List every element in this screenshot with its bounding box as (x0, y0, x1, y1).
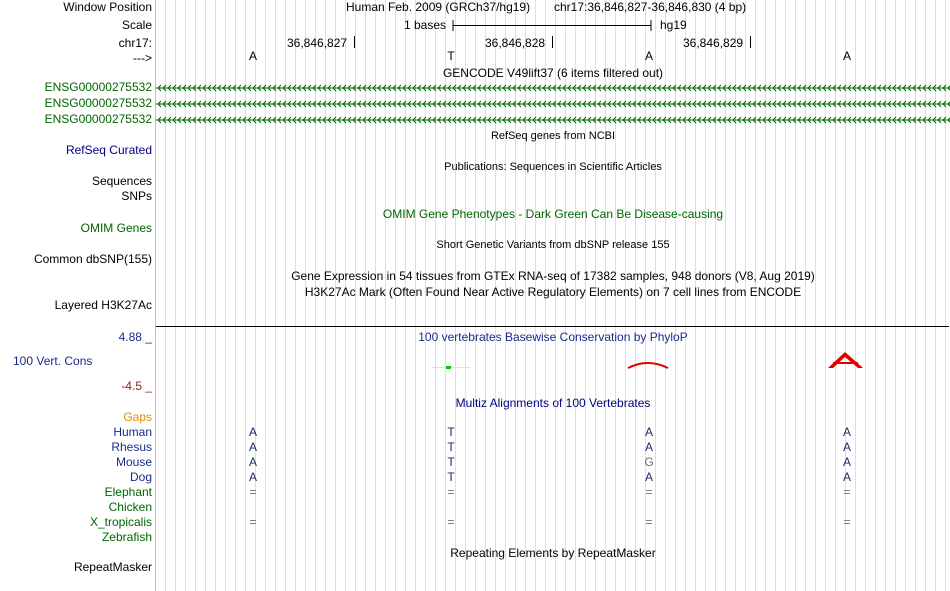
species-label: Elephant (104, 485, 152, 499)
aligned-base: = (249, 485, 257, 499)
aligned-base: T (447, 425, 455, 439)
gencode-item-label[interactable]: ENSG00000275532 (44, 80, 152, 94)
chrom-label: chr17: (118, 36, 152, 50)
aligned-base: T (447, 455, 455, 469)
aligned-base: A (842, 440, 851, 454)
aligned-base: A (842, 455, 851, 469)
tick-mark (354, 36, 355, 48)
omim-track-label[interactable]: OMIM Genes (80, 221, 152, 235)
refseq-track-label[interactable]: RefSeq Curated (65, 143, 152, 157)
gencode-item-label[interactable]: ENSG00000275532 (44, 112, 152, 126)
aligned-base: = (843, 485, 851, 499)
refseq-track-title[interactable]: RefSeq genes from NCBI (490, 130, 616, 142)
species-label: X_tropicalis (89, 515, 152, 529)
conservation-wiggle[interactable] (156, 345, 950, 375)
aligned-base: A (644, 470, 653, 484)
aligned-base: A (248, 455, 257, 469)
tick-label: 36,846,828 (485, 36, 546, 50)
conservation-track-title[interactable]: 100 vertebrates Basewise Conservation by PhyloP (418, 330, 688, 344)
species-label: Chicken (108, 500, 152, 514)
species-label: Rhesus (111, 440, 152, 454)
dbsnp-track-label[interactable]: Common dbSNP(155) (33, 252, 152, 266)
h3k27ac-signal-line (156, 326, 949, 327)
gencode-track-title[interactable]: GENCODE V49lift37 (6 items filtered out) (442, 66, 664, 80)
aligned-base: G (644, 455, 654, 469)
publications-track-title[interactable]: Publications: Sequences in Scientific Articles (444, 161, 662, 173)
scale-label: Scale (121, 18, 152, 32)
conservation-min-label: -4.5 _ (121, 379, 152, 393)
aligned-base: = (447, 485, 455, 499)
ref-base: A (248, 49, 257, 63)
species-label: Zebrafish (101, 530, 152, 544)
conservation-max-label: 4.88 _ (118, 330, 152, 344)
h3k27ac-track-title[interactable]: H3K27Ac Mark (Often Found Near Active Regulatory Elements) on 7 cell lines from ENCODE (304, 285, 802, 299)
strand-label: ---> (133, 51, 152, 65)
ref-base: A (842, 49, 851, 63)
conservation-track-label[interactable]: 100 Vert. Cons (13, 354, 93, 368)
h3k27ac-track-label[interactable]: Layered H3K27Ac (54, 298, 152, 312)
window-position-label: Window Position (63, 0, 152, 14)
repeatmasker-track-label[interactable]: RepeatMasker (73, 560, 152, 574)
aligned-base: = (843, 515, 851, 529)
aligned-base: = (645, 485, 653, 499)
repeatmasker-track-title[interactable]: Repeating Elements by RepeatMasker (450, 546, 656, 560)
tick-label: 36,846,829 (683, 36, 744, 50)
multiz-track-title[interactable]: Multiz Alignments of 100 Vertebrates (455, 396, 651, 410)
assembly-title: Human Feb. 2009 (GRCh37/hg19) (346, 0, 531, 14)
aligned-base: A (644, 440, 653, 454)
aligned-base: = (249, 515, 257, 529)
aligned-base: A (644, 425, 653, 439)
aligned-base: A (248, 470, 257, 484)
aligned-base: A (248, 425, 257, 439)
scale-bar (452, 18, 654, 33)
aligned-base: A (842, 470, 851, 484)
dbsnp-track-title[interactable]: Short Genetic Variants from dbSNP release 155 (436, 239, 670, 251)
snps-track-label[interactable]: SNPs (121, 189, 152, 203)
tick-label: 36,846,827 (287, 36, 348, 50)
omim-track-title[interactable]: OMIM Gene Phenotypes - Dark Green Can Be Disease-causing (382, 207, 724, 221)
gaps-track-label[interactable]: Gaps (123, 410, 152, 424)
aligned-base: = (645, 515, 653, 529)
gtex-track-title[interactable]: Gene Expression in 54 tissues from GTEx RNA-seq of 17382 samples, 948 donors (V8, Aug 2019) (291, 269, 815, 283)
tick-mark (552, 36, 553, 48)
species-label: Mouse (115, 455, 152, 469)
ref-base: T (447, 49, 455, 63)
aligned-base: A (842, 425, 851, 439)
db-label: hg19 (660, 18, 687, 32)
gencode-gene-feature[interactable] (156, 82, 950, 94)
scale-text: 1 bases (404, 18, 447, 32)
species-label: Human (113, 425, 152, 439)
position-readout: chr17:36,846,827-36,846,830 (4 bp) (554, 0, 747, 14)
aligned-base: T (447, 440, 455, 454)
sequences-track-label[interactable]: Sequences (91, 174, 152, 188)
ref-base: A (644, 49, 653, 63)
tick-mark (750, 36, 751, 48)
species-label: Dog (129, 470, 152, 484)
gencode-gene-feature[interactable] (156, 114, 950, 126)
aligned-base: A (248, 440, 257, 454)
gencode-gene-feature[interactable] (156, 98, 950, 110)
aligned-base: T (447, 470, 455, 484)
gencode-item-label[interactable]: ENSG00000275532 (44, 96, 152, 110)
aligned-base: = (447, 515, 455, 529)
